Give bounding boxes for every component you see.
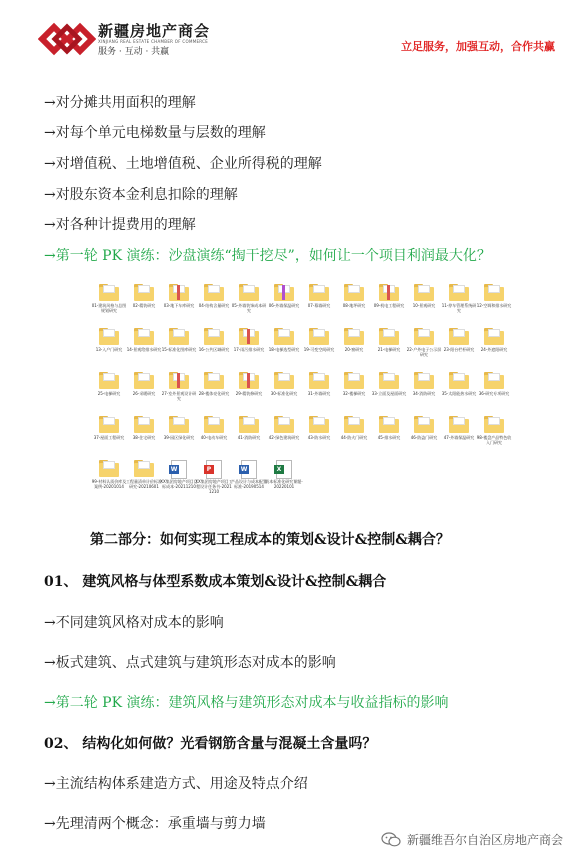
folder-icon [309,328,329,345]
folder-icon [239,328,259,345]
file-label: 43-防水研究 [307,435,331,440]
file-item[interactable] [335,372,373,412]
file-label: 38-住宅研究 [132,435,156,440]
list-item: →先理清两个概念：承重墙与剪力墙 [44,816,266,832]
file-item[interactable] [440,372,478,412]
file-label: 31-外墙研究 [307,391,331,396]
chamber-logo-icon [38,18,96,60]
file-label: 18-电梯选型研究 [268,347,300,352]
list-item: →板式建筑、点式建筑与建筑形态对成本的影响 [44,655,336,671]
file-label: 41-消防研究 [237,435,261,440]
file-label: 26-采暖研究 [132,391,156,396]
file-item[interactable] [160,328,198,368]
file-label: 99-材料认质价库及案例-20201014 [91,479,127,489]
file-label: 45-排水研究 [377,435,401,440]
list-item: →对股东资本金利息扣除的理解 [44,187,238,203]
folder-icon [449,328,469,345]
list-item: →对分摊共用面积的理解 [44,95,196,111]
file-label: 34-消防研究 [412,391,436,396]
folder-icon [379,328,399,345]
folder-icon [414,416,434,433]
file-item[interactable] [370,416,408,456]
file-item[interactable] [405,284,443,324]
file-label: 21-电梯研究 [377,347,401,352]
section-02-heading: 02、 结构化如何做？光看钢筋含量与混凝土含量吗？ [44,736,377,752]
file-label: 39-园区绿化研究 [163,435,195,440]
file-item[interactable] [230,460,268,500]
file-label: 08-地坪研究 [342,303,366,308]
file-label: 23-阳台栏杆研究 [443,347,475,352]
file-item[interactable] [160,416,198,456]
folder-icon [449,284,469,301]
folder-icon [309,284,329,301]
file-item[interactable] [90,372,128,412]
file-label: 19-可变空间研究 [303,347,335,352]
file-label: 20-窗研究 [344,347,364,352]
file-label: 25-电梯研究 [97,391,121,396]
folder-icon [99,372,119,389]
file-item[interactable] [125,372,163,412]
file-item[interactable] [195,328,233,368]
file-item[interactable] [405,416,443,456]
folder-icon [344,372,364,389]
folder-icon [414,284,434,301]
file-item[interactable] [195,372,233,412]
file-item[interactable] [90,328,128,368]
folder-icon [379,372,399,389]
file-item[interactable] [300,416,338,456]
list-item: →对每个单元电梯数量与层数的理解 [44,125,266,141]
file-label: 16-公共区域研究 [198,347,230,352]
file-item[interactable] [160,460,198,500]
file-label: 工程量清单计价标准研究-20210601 [126,479,162,489]
file-label: 22-户外电子公示屏研究 [406,347,442,357]
folder-icon [309,416,329,433]
folder-icon [99,328,119,345]
file-label: 98-楼盘产品特色收入门研究 [476,435,512,445]
folder-icon [344,416,364,433]
folder-icon [134,372,154,389]
file-item[interactable] [335,328,373,368]
file-label: 04-结构含量研究 [198,303,230,308]
file-item[interactable] [265,284,303,324]
folder-icon [484,284,504,301]
file-item[interactable] [370,284,408,324]
file-grid [90,284,510,510]
folder-icon [484,416,504,433]
folder-icon [379,284,399,301]
folder-icon [414,372,434,389]
file-item[interactable] [125,416,163,456]
file-label: 11-停车管理系统研究 [441,303,477,313]
folder-icon [204,284,224,301]
wechat-watermark [381,828,563,850]
folder-icon [169,284,189,301]
folder-icon [99,284,119,301]
file-label: XX集团房地产项目工程设计任务书-20211210 [195,479,233,494]
file-item[interactable] [440,328,478,368]
folder-icon [99,460,119,477]
file-item[interactable] [335,284,373,324]
folder-icon [239,284,259,301]
file-item[interactable] [265,328,303,368]
folder-icon [99,416,119,433]
folder-icon [134,416,154,433]
file-label: 成本标准化研究课题-20220101 [265,479,303,489]
file-item[interactable] [230,328,268,368]
slogan: 立足服务，加强互动，合作共赢 [401,40,555,53]
file-item[interactable] [475,372,513,412]
folder-icon [309,372,329,389]
file-label: 12-空调和排水研究 [476,303,512,308]
file-item[interactable] [370,328,408,368]
folder-icon [344,284,364,301]
file-item[interactable] [370,372,408,412]
folder-icon [274,416,294,433]
file-label: 42-绿色建筑研究 [268,435,300,440]
file-item[interactable] [405,328,443,368]
file-label: 09-机电工程研究 [373,303,405,308]
file-item[interactable] [90,284,128,324]
folder-icon [169,328,189,345]
file-label: 17-雨污排水研究 [233,347,265,352]
file-label: 35-太阳能热水研究 [441,391,477,396]
file-item[interactable] [230,284,268,324]
list-item: →不同建筑风格对成本的影响 [44,615,224,631]
file-item[interactable] [475,416,513,456]
file-label: XX集团房地产项目目标成本-20211210 [160,479,198,489]
file-label: 产品设计与成本配置标准-20190514 [231,479,267,489]
folder-icon [204,416,224,433]
folder-icon [204,328,224,345]
brand-english-name: XINJIANG REAL ESTATE CHAMBER OF COMMERCE [98,39,209,44]
file-label: 32-楼梯研究 [342,391,366,396]
file-item[interactable] [265,416,303,456]
wechat-icon [381,832,401,847]
file-label: 29-精装修研究 [235,391,263,396]
folder-icon [484,328,504,345]
file-item[interactable] [195,284,233,324]
file-item[interactable] [265,460,303,500]
folder-icon [169,372,189,389]
file-item[interactable] [90,460,128,500]
folder-icon [169,416,189,433]
file-label: 15-标准化图库研究 [161,347,197,352]
file-label: 13-入户门研究 [95,347,123,352]
pk-round2-text: →第二轮 PK 演练：建筑风格与建筑形态对成本与收益指标的影响 [44,695,449,711]
pk-round1-text: →第一轮 PK 演练：沙盘演练“掏干挖尽”，如何让一个项目利润最大化？ [44,248,491,264]
document-icon: W [241,460,257,479]
file-label: 07-幕墙研究 [307,303,331,308]
list-item: →主流结构体系建造方式、用途及特点介绍 [44,776,308,792]
folder-icon [239,372,259,389]
file-item[interactable] [195,416,233,456]
file-item[interactable] [125,328,163,368]
file-label: 06-外墙保温研究 [268,303,300,308]
folder-icon [274,372,294,389]
folder-icon [274,328,294,345]
folder-icon [134,460,154,477]
file-label: 30-标准化研究 [270,391,298,396]
file-item[interactable] [475,284,513,324]
list-item: →对增值税、土地增值税、企业所得税的理解 [44,156,322,172]
part2-title: 第二部分：如何实现工程成本的策划&设计&控制&耦合？ [90,532,450,548]
file-label: 28-楼体亮化研究 [198,391,230,396]
file-label: 47-外墙保温研究 [443,435,475,440]
file-item[interactable] [300,284,338,324]
folder-icon [344,328,364,345]
file-label: 14-景观给排水研究 [126,347,162,352]
file-label: 36-研究专项研究 [478,391,510,396]
file-item[interactable] [440,416,478,456]
file-item[interactable] [160,284,198,324]
list-item: →对各种计提费用的理解 [44,217,196,233]
file-label: 44-防火门研究 [340,435,368,440]
file-item[interactable] [265,372,303,412]
file-item[interactable] [335,416,373,456]
file-label: 37-屋面工程研究 [93,435,125,440]
file-item[interactable] [405,372,443,412]
file-label: 46-防盗门研究 [410,435,438,440]
file-item[interactable] [125,460,163,500]
file-label: 40-电动车研究 [200,435,228,440]
folder-icon [449,416,469,433]
brand-name: 新疆房地产商会 [98,22,211,40]
watermark-text: 新疆维吾尔自治区房地产商会 [406,832,563,847]
file-item[interactable] [440,284,478,324]
file-item[interactable] [300,328,338,368]
file-item[interactable] [125,284,163,324]
section-01-heading: 01、 建筑风格与体型系数成本策划&设计&控制&耦合 [44,574,387,590]
file-label: 10-景观研究 [412,303,436,308]
file-label: 05-外墙装饰成本研究 [231,303,267,313]
folder-icon [484,372,504,389]
file-item[interactable] [230,372,268,412]
file-label: 27-室外景观设计研究 [161,391,197,401]
file-item[interactable] [300,372,338,412]
file-item[interactable] [160,372,198,412]
folder-icon [274,284,294,301]
file-item[interactable] [90,416,128,456]
document-icon: W [171,460,187,479]
folder-icon [379,416,399,433]
file-item[interactable] [230,416,268,456]
folder-icon [204,372,224,389]
file-item[interactable] [475,328,513,368]
folder-icon [414,328,434,345]
folder-icon [449,372,469,389]
document-icon: X [276,460,292,479]
header [0,0,577,70]
folder-icon [134,284,154,301]
brand-tagline: 服务 · 互动 · 共赢 [98,47,170,57]
file-item[interactable] [195,460,233,500]
document-icon: P [206,460,222,479]
file-label: 33-立面及屋面研究 [371,391,407,396]
file-label: 01-建筑风格与总图规划研究 [91,303,127,313]
file-label: 03-地下车库研究 [163,303,195,308]
folder-icon [134,328,154,345]
file-label: 24-外遮阳研究 [480,347,508,352]
file-label: 02-精装研究 [132,303,156,308]
folder-icon [239,416,259,433]
